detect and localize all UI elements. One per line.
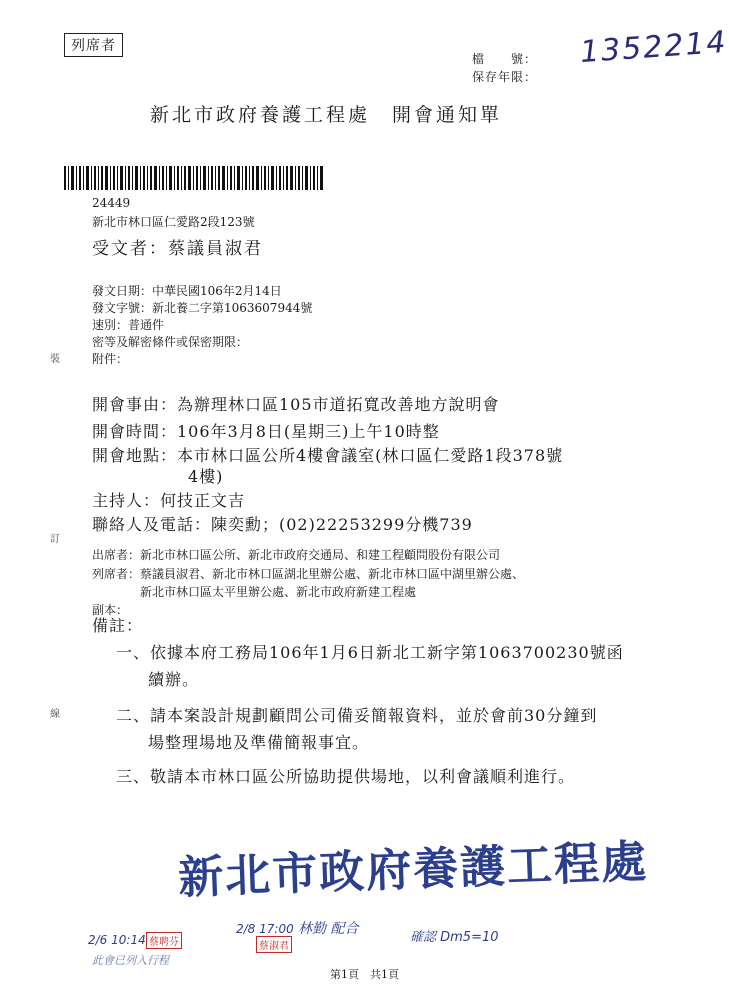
handwritten-note-4: 確認 Dm5=10 [410,930,499,945]
issue-date: 發文日期：中華民國106年2月14日 [92,284,282,298]
delivery-speed: 速別：普通件 [92,318,165,332]
postal-code: 24449 [92,196,131,210]
official-seal: 新北市政府養護工程處 [177,834,649,905]
barcode [64,166,324,190]
red-stamp-1: 蔡聘芬 [146,932,182,949]
file-number-label: 檔 號： [472,52,538,66]
note-item-2: 二、請本案設計規劃顧問公司備妥簡報資料，並於會前30分鐘到 [116,706,598,725]
meeting-subject: 開會事由：為辦理林口區105市道拓寬改善地方說明會 [92,395,500,414]
margin-mark-order: 訂 [50,534,60,545]
recipient: 受文者：蔡議員淑君 [92,239,263,259]
margin-mark-line: 線 [50,709,60,720]
handwritten-number: 1352214 [578,24,729,71]
meeting-host: 主持人：何技正文吉 [92,491,246,510]
handwritten-note-2: 2/8 17:00 [236,922,294,936]
copy-to: 副本： [92,603,129,617]
observer-list: 列席者：蔡議員淑君、新北市林口區湖北里辦公處、新北市林口區中湖里辦公處、 [92,567,525,581]
meeting-place: 開會地點：本市林口區公所4樓會議室(林口區仁愛路1段378號 [92,446,564,465]
note-item-3: 三、敬請本市林口區公所協助提供場地，以利會議順利進行。 [116,767,576,786]
meeting-place-cont: 4樓) [188,467,224,486]
handwritten-date-note: 2/6 10:14 [88,933,146,947]
security-level: 密等及解密條件或保密期限： [92,335,249,349]
note-item-1: 一、依據本府工務局106年1月6日新北工新字第1063700230號函 [116,643,624,662]
document-title: 新北市政府養護工程處 開會通知單 [150,104,503,126]
observer-list-cont: 新北市林口區太平里辦公處、新北市政府新建工程處 [140,585,417,599]
red-stamp-2: 蔡淑君 [256,936,292,953]
attendee-list: 出席者：新北市林口區公所、新北市政府交通局、和建工程顧問股份有限公司 [92,548,501,562]
retention-label: 保存年限： [472,70,538,84]
margin-mark-bind: 裝 [50,354,60,365]
attendee-tag: 列席者 [64,33,123,57]
issue-number: 發文字號：新北養二字第1063607944號 [92,301,313,315]
attachment: 附件： [92,352,129,366]
page-number: 第1頁 共1頁 [330,968,399,981]
note-item-1-cont: 續辦。 [148,670,200,689]
meeting-time: 開會時間：106年3月8日(星期三)上午10時整 [92,422,440,441]
notes-heading: 備註： [92,616,144,635]
note-item-2-cont: 場整理場地及準備簡報事宜。 [148,733,370,752]
meeting-contact: 聯絡人及電話：陳奕勳；(02)22253299分機739 [92,515,473,534]
sender-address: 新北市林口區仁愛路2段123號 [92,215,255,229]
handwritten-schedule-note: 此會已列入行程 [92,954,169,967]
handwritten-note-3: 林勤 配合 [298,921,359,937]
